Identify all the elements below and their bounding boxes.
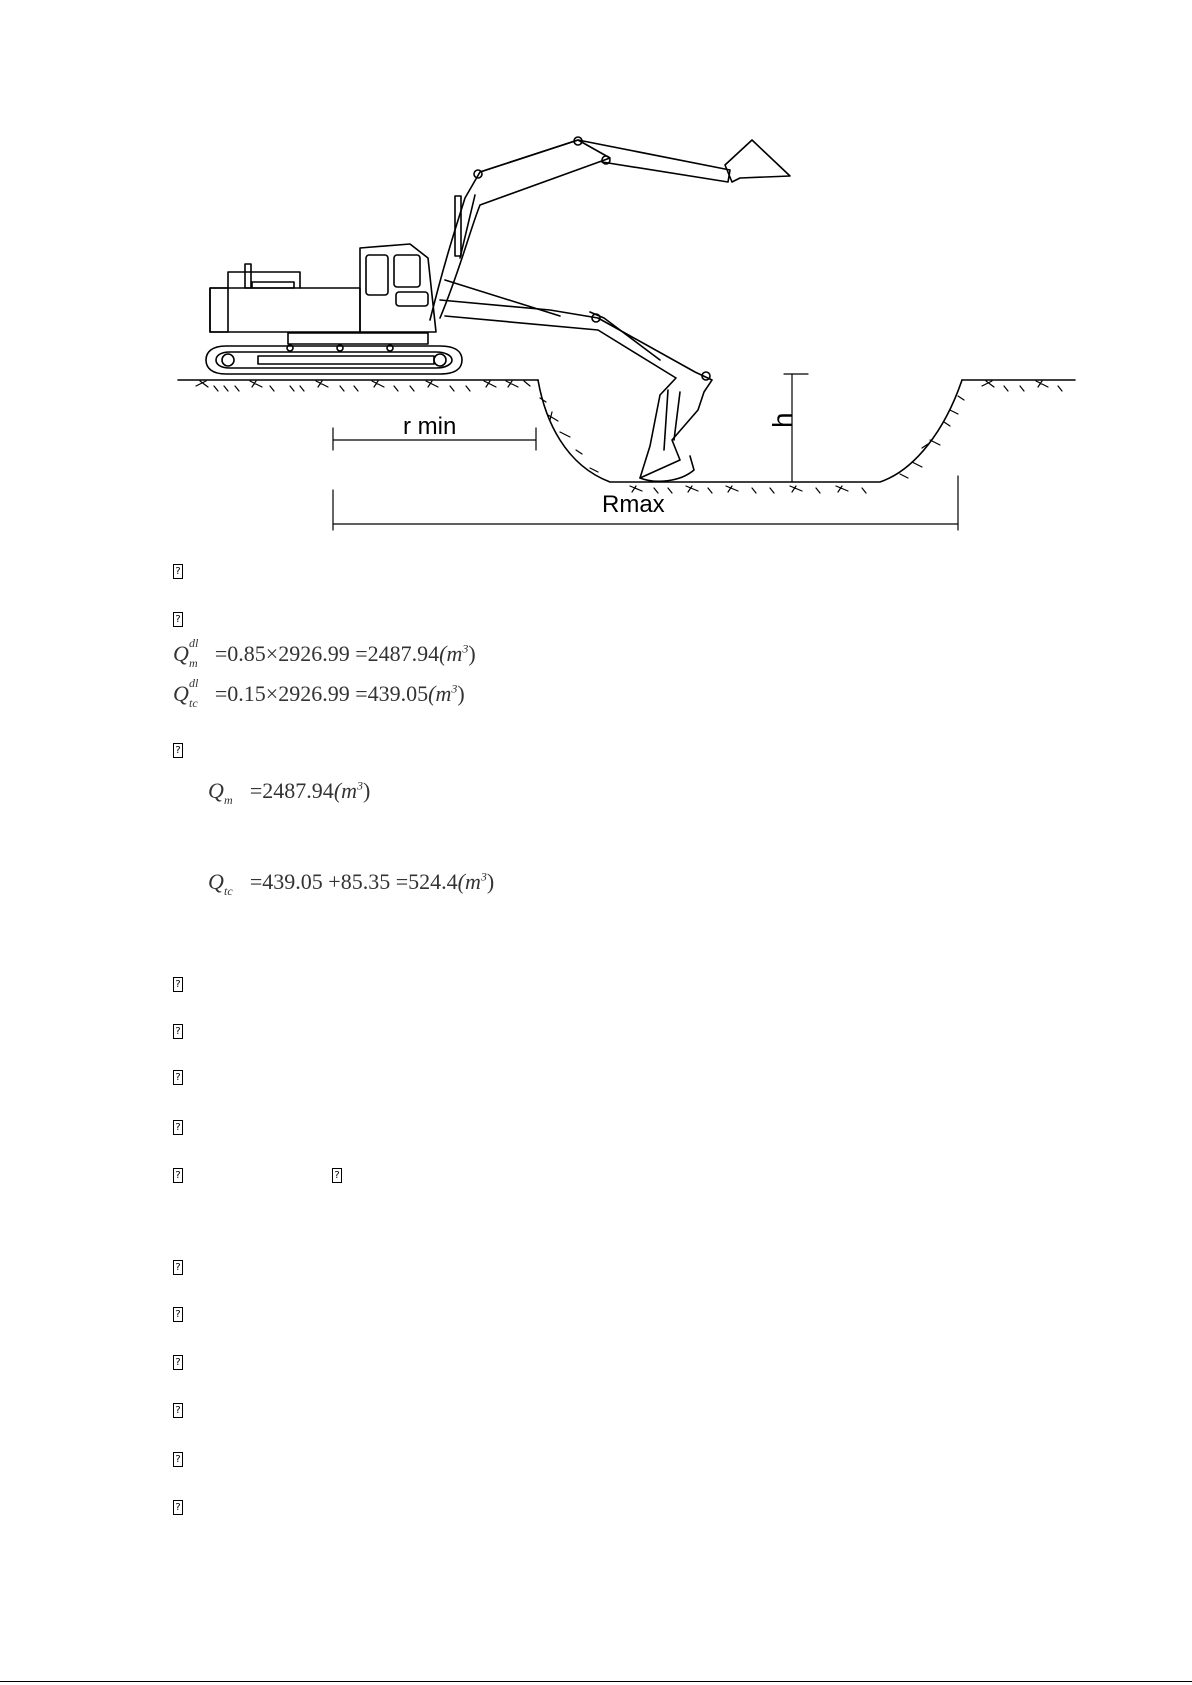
equation-qm: Q m $=2487.94(m^3)$ <box>208 778 371 807</box>
missing-glyph-box: ? <box>173 1500 183 1515</box>
page-bottom-rule <box>0 1681 1192 1682</box>
equation-qtc: Q tc $=439.05 +85.35 =524.4(m^3)$ <box>208 869 495 898</box>
excavator-diagram <box>160 120 1080 540</box>
missing-glyph-box: ? <box>173 1260 183 1275</box>
label-h: h <box>767 412 798 428</box>
label-rmin: r min <box>403 413 457 440</box>
soil-hatching <box>196 381 1062 493</box>
equation-qm-dl: Q dl m $=0.85\times 2926.99 =2487.94(m^3)$ <box>173 636 476 670</box>
missing-glyph-box: ? <box>173 1452 183 1467</box>
missing-glyph-box: ? <box>173 1355 183 1370</box>
equation-qtc-dl: Q dl tc $=0.15\times 2926.99 =439.05(m^3)$ <box>173 676 465 710</box>
missing-glyph-box: ? <box>173 564 183 579</box>
missing-glyph-box: ? <box>173 977 183 992</box>
missing-glyph-box: ? <box>173 1120 183 1135</box>
missing-glyph-box: ? <box>332 1168 342 1183</box>
missing-glyph-box: ? <box>173 1070 183 1085</box>
label-rmax: Rmax <box>602 491 665 518</box>
missing-glyph-box: ? <box>173 612 183 627</box>
missing-glyph-box: ? <box>173 743 183 758</box>
missing-glyph-box: ? <box>173 1024 183 1039</box>
missing-glyph-box: ? <box>173 1168 183 1183</box>
missing-glyph-box: ? <box>173 1307 183 1322</box>
trench-outline <box>538 380 962 482</box>
missing-glyph-box: ? <box>173 1403 183 1418</box>
excavator-body <box>210 244 436 344</box>
excavator-tracks <box>206 345 462 374</box>
